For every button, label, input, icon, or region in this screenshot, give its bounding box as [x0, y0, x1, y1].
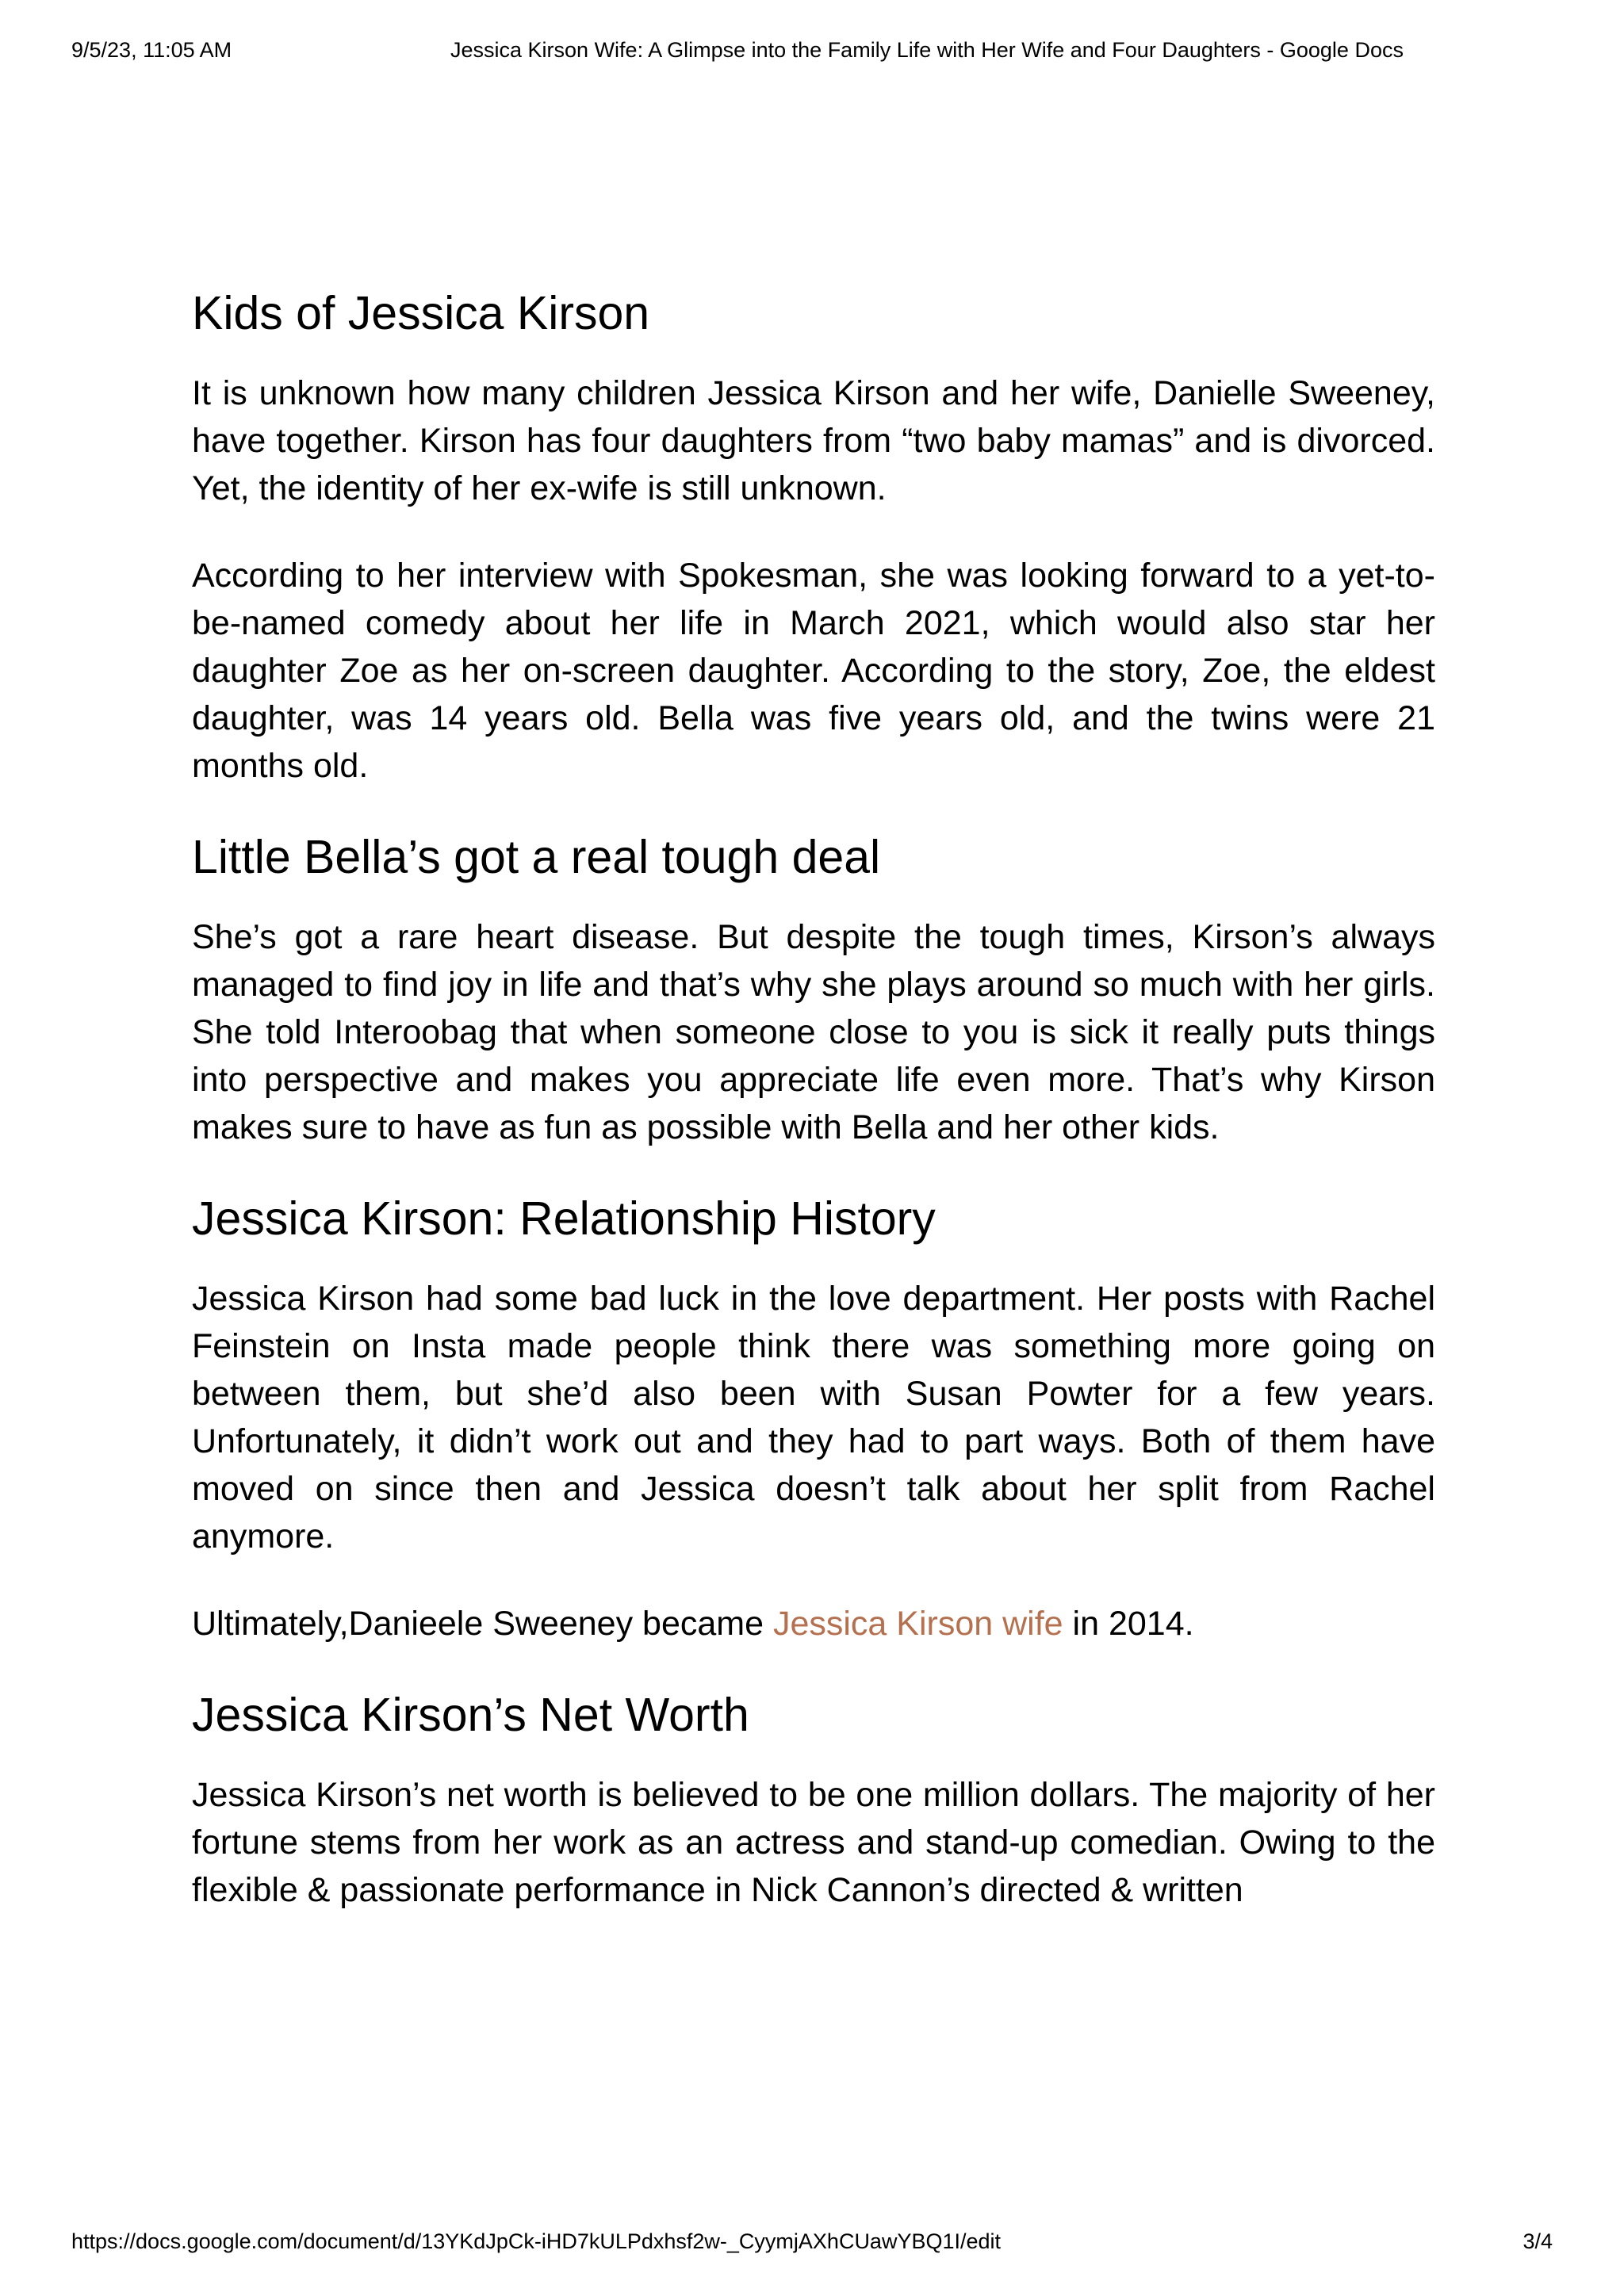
paragraph-net-worth-1: Jessica Kirson’s net worth is believed to be one million dollars. The majority of her fortune stems from her work as an actress and stand-up comedian. Owing to the flexible & passionate performance in Nick Cannon’s directed & written: [192, 1776, 1435, 1909]
print-doc-title: Jessica Kirson Wife: A Glimpse into the Family Life with Her Wife and Four Daughters - Google Docs: [450, 38, 1404, 62]
paragraph-text-before-link: Ultimately,Danieele Sweeney became: [192, 1605, 773, 1643]
paragraph-text-after-link: in 2014.: [1063, 1605, 1194, 1643]
paragraph-relationship-1: Jessica Kirson had some bad luck in the love department. Her posts with Rachel Feinstein on Insta made people think there was something more going on between them, but she’d also been with Susan Powter for a few years. Unfortunately, it didn’t work out and they had to part ways. Both of them have moved on since then and Jessica doesn’t talk about her split from Rachel anymore.: [192, 1280, 1435, 1556]
section-heading-kids: Kids of Jessica Kirson: [192, 287, 650, 339]
print-url: https://docs.google.com/document/d/13YKdJpCk-iHD7kULPdxhsf2w-_CyymjAXhCUawYBQ1I/edit: [71, 2229, 1002, 2253]
jessica-kirson-wife-link[interactable]: Jessica Kirson wife: [772, 1605, 1063, 1643]
print-footer: [0, 2229, 1624, 2261]
print-header: [0, 38, 1624, 70]
paragraph-kids-2: According to her interview with Spokesman, she was looking forward to a yet-to-be-named comedy about her life in March 2021, which would also star her daughter Zoe as her on-screen daughter. According to the story, Zoe, the eldest daughter, was 14 years old. Bella was five years old, and the twins were 21 months old.: [192, 557, 1435, 785]
section-heading-relationship: Jessica Kirson: Relationship History: [192, 1192, 936, 1245]
section-heading-net-worth: Jessica Kirson’s Net Worth: [192, 1689, 749, 1741]
paragraph-kids-1: It is unknown how many children Jessica Kirson and her wife, Danielle Sweeney, have together. Kirson has four daughters from “two baby mamas” and is divorced. Yet, the identity of her ex-wife is still unknown.: [192, 374, 1435, 507]
page-indicator: 3/4: [1522, 2229, 1553, 2253]
paragraph-bella-1: She’s got a rare heart disease. But despite the tough times, Kirson’s always managed to find joy in life and that’s why she plays around so much with her girls. She told Interoobag that when someone close to you is sick it really puts things into perspective and makes you appreciate life even more. That’s why Kirson makes sure to have as fun as possible with Bella and her other kids.: [192, 918, 1435, 1146]
print-datetime: 9/5/23, 11:05 AM: [71, 38, 232, 62]
section-heading-bella: Little Bella’s got a real tough deal: [192, 831, 881, 883]
paragraph-relationship-2: [192, 1600, 1435, 1647]
document-body: [192, 285, 1435, 1954]
